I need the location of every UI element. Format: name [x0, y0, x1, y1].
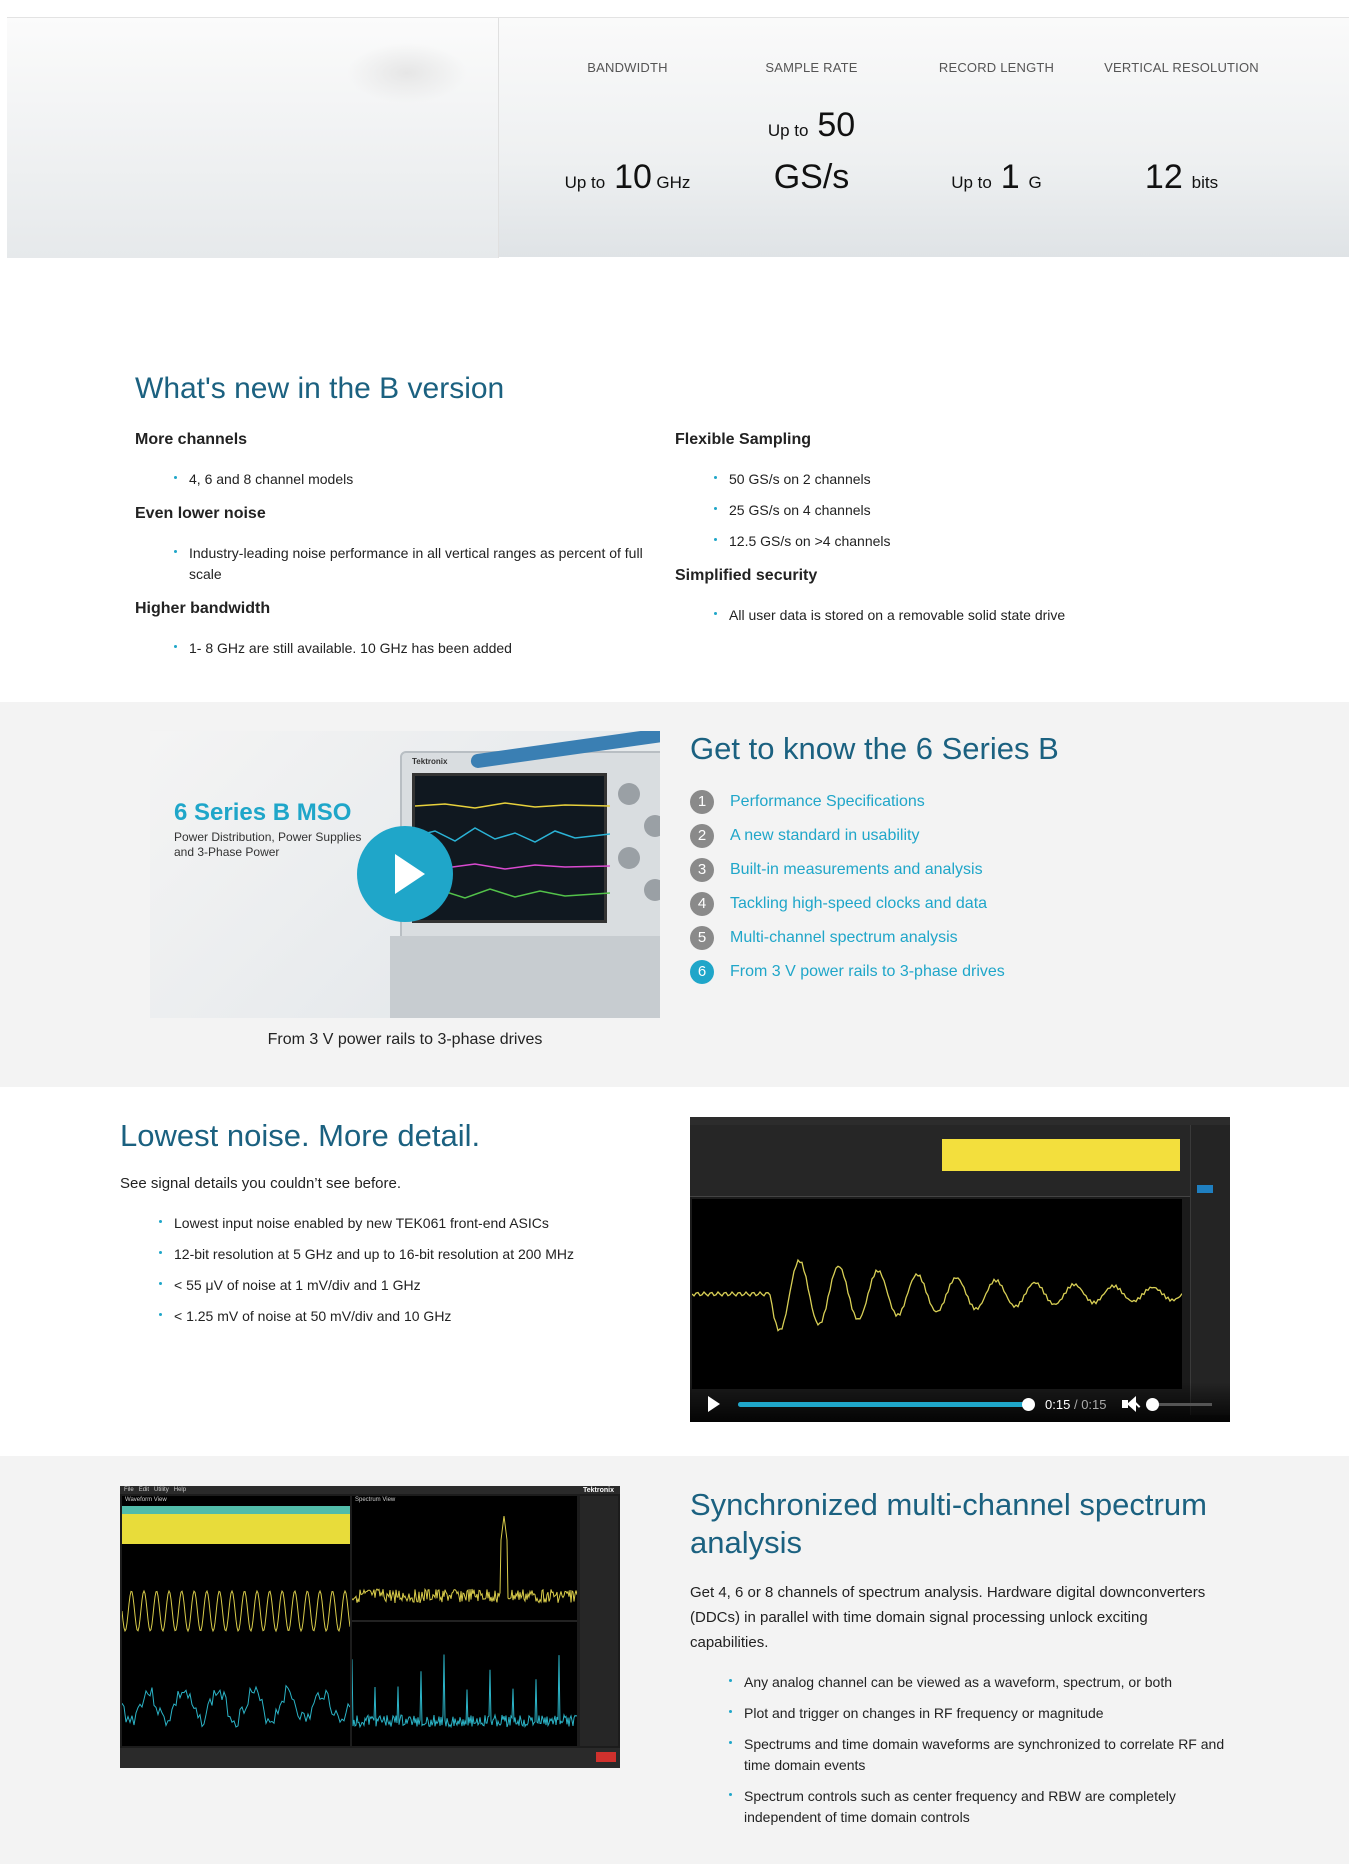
scope-menubar — [690, 1117, 1230, 1125]
list-higher-bandwidth — [174, 638, 644, 659]
volume-handle[interactable] — [1146, 1398, 1159, 1411]
list-item: 50 GS/s on 2 channels — [714, 469, 1214, 490]
scope-side-panel — [1190, 1125, 1230, 1415]
video-caption: From 3 V power rails to 3-phase drives — [267, 1031, 543, 1048]
thumb-subtitle-1: Power Distribution, Power Supplies — [174, 830, 362, 844]
list-item: 1- 8 GHz are still available. 10 GHz has been added — [174, 638, 644, 659]
menu-file: File — [124, 1487, 134, 1493]
chapter-item[interactable] — [690, 887, 1005, 921]
spectrum-screenshot — [120, 1486, 620, 1768]
spec-label: RECORD LENGTH — [938, 60, 1055, 75]
overview-panel — [690, 1125, 1190, 1197]
progress-handle[interactable] — [1022, 1398, 1035, 1411]
spectrum-list — [729, 1672, 1229, 1828]
spectrum-title: Synchronized multi-channel spectrum analysis — [690, 1487, 1207, 1560]
chapter-label: Tackling high-speed clocks and data — [730, 895, 988, 912]
spec-label: SAMPLE RATE — [765, 60, 858, 75]
list-item: Spectrums and time domain waveforms are synchronized to correlate RF and time domain events — [729, 1734, 1229, 1776]
panel-label: Spectrum View — [355, 1497, 396, 1503]
thumb-subtitle-2: and 3-Phase Power — [174, 845, 280, 859]
play-icon[interactable] — [708, 1396, 720, 1412]
noise-title: Lowest noise. More detail. — [120, 1118, 481, 1153]
noise-intro: See signal details you couldn’t see before. — [120, 1175, 402, 1192]
time-display — [1045, 1397, 1107, 1412]
hero-image — [7, 18, 499, 258]
video-controls — [690, 1382, 1230, 1422]
duration: 0:15 — [1081, 1397, 1107, 1412]
progress-track[interactable] — [738, 1402, 1028, 1407]
chapter-number: 3 — [690, 858, 714, 882]
waveform-traces — [122, 1496, 350, 1746]
noise-video[interactable] — [690, 1117, 1230, 1422]
current-time: 0:15 — [1045, 1397, 1071, 1412]
spec-bandwidth — [535, 18, 720, 258]
time-separator: / — [1073, 1397, 1078, 1412]
spec-value: Up to 50 — [767, 106, 856, 144]
chapter-label: From 3 V power rails to 3-phase drives — [730, 963, 1005, 980]
list-item: Industry-leading noise performance in all vertical ranges as percent of full scale — [174, 543, 644, 585]
chapter-number: 4 — [690, 892, 714, 916]
list-item: Plot and trigger on changes in RF frequency or magnitude — [729, 1703, 1229, 1724]
list-item: 12-bit resolution at 5 GHz and up to 16-bit resolution at 200 MHz — [159, 1244, 639, 1265]
chapter-number: 1 — [690, 790, 714, 814]
play-button[interactable] — [357, 826, 453, 922]
spectrum-intro: Get 4, 6 or 8 channels of spectrum analysis. Hardware digital downconverters (DDCs) in parallel with time domain signal processing unlock exciting capabilities. — [690, 1584, 1206, 1651]
video-thumbnail[interactable] — [150, 731, 660, 1018]
chapter-label: Multi-channel spectrum analysis — [730, 929, 958, 946]
chapter-number: 6 — [690, 960, 714, 984]
list-simplified-security — [714, 605, 1214, 626]
list-item: 25 GS/s on 4 channels — [714, 500, 1214, 521]
list-item: Lowest input noise enabled by new TEK061 front-end ASICs — [159, 1213, 639, 1234]
menu-edit: Edit — [138, 1487, 150, 1493]
subhead-simplified-security: Simplified security — [675, 567, 818, 584]
list-item: All user data is stored on a removable solid state drive — [714, 605, 1214, 626]
scope-menubar — [120, 1486, 620, 1494]
scope-side-panel — [580, 1496, 618, 1746]
chapter-item[interactable] — [690, 921, 1005, 955]
list-item: 4, 6 and 8 channel models — [174, 469, 644, 490]
chapter-item[interactable] — [690, 785, 1005, 819]
spec-label: VERTICAL RESOLUTION — [1104, 60, 1259, 75]
subhead-more-channels: More channels — [135, 431, 248, 448]
noise-list — [159, 1213, 639, 1327]
list-item: 12.5 GS/s on >4 channels — [714, 531, 1214, 552]
video-section-title: Get to know the 6 Series B — [690, 731, 1059, 766]
overview-trace — [942, 1139, 1180, 1171]
spectrum-panel — [352, 1496, 577, 1746]
spec-value: 12 bits — [1144, 158, 1219, 196]
progress-fill — [738, 1402, 1028, 1407]
subhead-higher-bandwidth: Higher bandwidth — [135, 600, 271, 617]
scope-status-bar — [120, 1748, 620, 1768]
video-chapter-list — [690, 785, 1005, 989]
damped-wave — [692, 1199, 1182, 1389]
chapter-label: Performance Specifications — [730, 793, 925, 810]
list-item: Spectrum controls such as center frequency and RBW are completely independent of time domain controls — [729, 1786, 1229, 1828]
scope-brand: Tektronix — [412, 757, 448, 766]
spec-value: Up to 10 GHz — [564, 158, 691, 196]
menu-help: Help — [173, 1487, 187, 1493]
waveform-panel — [122, 1496, 350, 1746]
spec-value: Up to 1 G — [951, 158, 1042, 196]
volume-track[interactable] — [1152, 1403, 1212, 1406]
spec-vertical-resolution — [1089, 18, 1274, 258]
waveform-display — [692, 1199, 1182, 1389]
scope-brand: Tektronix — [583, 1487, 614, 1494]
menu-utility: Utility — [154, 1487, 169, 1493]
chapter-number: 5 — [690, 926, 714, 950]
list-more-channels — [174, 469, 644, 490]
chapter-label: A new standard in usability — [730, 827, 920, 844]
list-item: Any analog channel can be viewed as a waveform, spectrum, or both — [729, 1672, 1229, 1693]
thumb-title: 6 Series B MSO — [174, 799, 352, 826]
scope-knobs — [614, 779, 660, 919]
chapter-item-active[interactable] — [690, 955, 1005, 989]
spec-sample-rate — [719, 18, 904, 258]
play-icon — [395, 854, 425, 894]
spec-record-length — [904, 18, 1089, 258]
spec-unit: GS/s — [773, 158, 850, 196]
chapter-number: 2 — [690, 824, 714, 848]
spectrum-traces — [352, 1496, 577, 1746]
list-item: < 1.25 mV of noise at 50 mV/div and 10 GHz — [159, 1306, 639, 1327]
panel-label: Waveform View — [125, 1497, 167, 1503]
specs-banner — [7, 17, 1349, 257]
chapter-item[interactable] — [690, 819, 1005, 853]
chapter-item[interactable] — [690, 853, 1005, 887]
list-item: < 55 μV of noise at 1 mV/div and 1 GHz — [159, 1275, 639, 1296]
subhead-lower-noise: Even lower noise — [135, 505, 266, 522]
subhead-flexible-sampling: Flexible Sampling — [675, 431, 812, 448]
spec-label: BANDWIDTH — [587, 60, 668, 75]
list-lower-noise — [174, 543, 644, 585]
whats-new-title: What's new in the B version — [135, 372, 505, 405]
scope-base — [390, 936, 660, 1018]
list-flexible-sampling — [714, 469, 1214, 552]
chapter-label: Built-in measurements and analysis — [730, 861, 983, 878]
mute-icon[interactable] — [1122, 1396, 1140, 1412]
